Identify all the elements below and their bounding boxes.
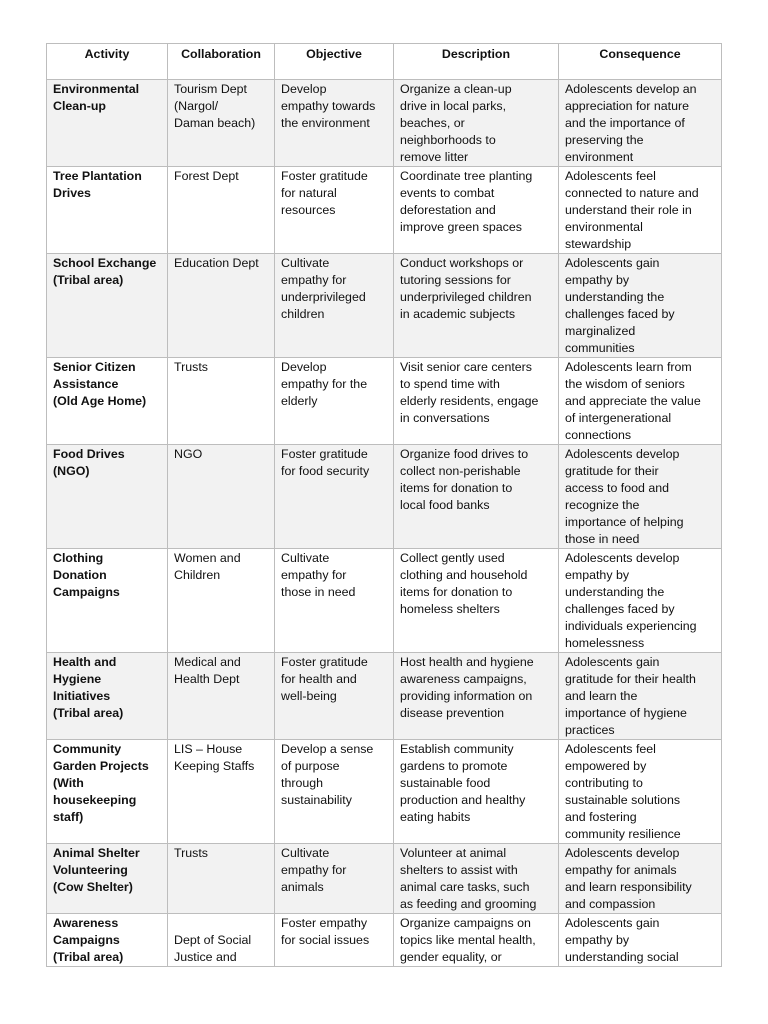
description-line: gardens to promote (400, 759, 508, 773)
collaboration-line: LIS – House (174, 742, 243, 756)
description-line: Collect gently used (400, 551, 505, 565)
objective-cell (275, 740, 394, 844)
table-row (47, 914, 722, 967)
consequence-line: practices (565, 723, 615, 737)
description-line: providing information on (400, 689, 533, 703)
objective-line: for food security (281, 464, 370, 478)
objective-line: empathy for the (281, 377, 368, 391)
consequence-cell (559, 167, 722, 254)
description-line: Volunteer at animal (400, 846, 507, 860)
consequence-line: Adolescents gain (565, 916, 660, 930)
objective-line: sustainability (281, 793, 352, 807)
header-row (47, 44, 722, 80)
consequence-line: stewardship (565, 237, 632, 251)
header-description: Description (394, 44, 559, 80)
description-line: production and healthy (400, 793, 526, 807)
consequence-line: understand their role in (565, 203, 692, 217)
objective-line: the environment (281, 116, 370, 130)
header-consequence: Consequence (559, 44, 722, 80)
activity-line: (Cow Shelter) (53, 880, 133, 894)
description-line: sustainable food (400, 776, 491, 790)
description-line: clothing and household (400, 568, 528, 582)
objective-line: through (281, 776, 324, 790)
objective-line: underprivileged (281, 290, 366, 304)
consequence-line: challenges faced by (565, 602, 675, 616)
activity-cell (47, 254, 168, 358)
description-cell (394, 914, 559, 967)
header-activity: Activity (47, 44, 168, 80)
consequence-line: importance of hygiene (565, 706, 687, 720)
activity-line: Campaigns (53, 585, 120, 599)
description-line: shelters to assist with (400, 863, 518, 877)
objective-line: Foster gratitude (281, 655, 368, 669)
objective-cell (275, 358, 394, 445)
description-cell (394, 167, 559, 254)
collaboration-cell (168, 549, 275, 653)
consequence-line: Adolescents feel (565, 742, 656, 756)
consequence-line: and learn the (565, 689, 638, 703)
table-row (47, 740, 722, 844)
collaboration-cell (168, 653, 275, 740)
activity-cell (47, 358, 168, 445)
consequence-line: Adolescents develop (565, 551, 680, 565)
activity-line: Animal Shelter (53, 846, 140, 860)
description-cell (394, 358, 559, 445)
consequence-cell (559, 740, 722, 844)
objective-cell (275, 254, 394, 358)
description-line: beaches, or (400, 116, 465, 130)
description-cell (394, 80, 559, 167)
consequence-line: the wisdom of seniors (565, 377, 685, 391)
activity-cell (47, 445, 168, 549)
objective-line: Develop (281, 360, 327, 374)
activity-line: (Tribal area) (53, 273, 124, 287)
description-line: animal care tasks, such (400, 880, 530, 894)
collaboration-cell (168, 844, 275, 914)
objective-line: for social issues (281, 933, 370, 947)
consequence-line: Adolescents learn from (565, 360, 692, 374)
activity-cell (47, 844, 168, 914)
consequence-line: empathy by (565, 568, 630, 582)
objective-line: for natural (281, 186, 337, 200)
objective-line: empathy towards (281, 99, 376, 113)
consequence-line: empathy by (565, 273, 630, 287)
collaboration-line: Justice and (174, 950, 237, 964)
objective-line: Develop (281, 82, 327, 96)
activities-table (46, 43, 722, 967)
consequence-line: empathy for animals (565, 863, 677, 877)
objective-cell (275, 445, 394, 549)
objective-line: Cultivate (281, 256, 330, 270)
objective-cell (275, 80, 394, 167)
description-line: neighborhoods to (400, 133, 496, 147)
description-line: Conduct workshops or (400, 256, 524, 270)
consequence-line: Adolescents gain (565, 655, 660, 669)
objective-cell (275, 914, 394, 967)
description-line: to spend time with (400, 377, 500, 391)
objective-line: empathy for (281, 863, 347, 877)
activity-line: School Exchange (53, 256, 157, 270)
description-line: homeless shelters (400, 602, 500, 616)
description-line: as feeding and grooming (400, 897, 537, 911)
header-objective: Objective (275, 44, 394, 80)
consequence-line: understanding the (565, 585, 665, 599)
activity-cell (47, 740, 168, 844)
description-line: Organize a clean-up (400, 82, 512, 96)
description-line: disease prevention (400, 706, 505, 720)
collaboration-line (174, 915, 268, 932)
consequence-line: empathy by (565, 933, 630, 947)
objective-line: those in need (281, 585, 356, 599)
consequence-cell (559, 445, 722, 549)
description-line: collect non-perishable (400, 464, 521, 478)
description-line: Coordinate tree planting (400, 169, 533, 183)
activity-cell (47, 653, 168, 740)
activity-line: Health and (53, 655, 117, 669)
activity-line: Clean-up (53, 99, 107, 113)
description-cell (394, 549, 559, 653)
activity-line: Assistance (53, 377, 119, 391)
objective-line: empathy for (281, 568, 347, 582)
activity-line: housekeeping (53, 793, 137, 807)
description-cell (394, 445, 559, 549)
description-line: awareness campaigns, (400, 672, 527, 686)
activity-line: Initiatives (53, 689, 111, 703)
objective-line: of purpose (281, 759, 340, 773)
description-line: in academic subjects (400, 307, 516, 321)
consequence-line: and appreciate the value (565, 394, 701, 408)
description-line: topics like mental health, (400, 933, 536, 947)
collaboration-line: (Nargol/ (174, 99, 219, 113)
activity-line: (Old Age Home) (53, 394, 147, 408)
consequence-line: understanding the (565, 290, 665, 304)
table-row (47, 254, 722, 358)
objective-line: Cultivate (281, 846, 330, 860)
collaboration-line: Daman beach) (174, 116, 256, 130)
activity-line: (Tribal area) (53, 950, 124, 964)
consequence-line: gratitude for their health (565, 672, 696, 686)
activity-line: Drives (53, 186, 91, 200)
collaboration-line: Tourism Dept (174, 82, 247, 96)
collaboration-cell (168, 254, 275, 358)
table-row (47, 358, 722, 445)
consequence-line: marginalized (565, 324, 636, 338)
consequence-line: contributing to (565, 776, 643, 790)
consequence-line: Adolescents develop (565, 447, 680, 461)
description-cell (394, 740, 559, 844)
description-line: eating habits (400, 810, 471, 824)
consequence-line: importance of helping (565, 515, 684, 529)
consequence-line: environmental (565, 220, 643, 234)
consequence-line: and the importance of (565, 116, 685, 130)
description-line: gender equality, or (400, 950, 502, 964)
description-line: local food banks (400, 498, 490, 512)
activity-line: Environmental (53, 82, 140, 96)
consequence-cell (559, 254, 722, 358)
description-line: items for donation to (400, 481, 513, 495)
activity-line: Hygiene (53, 672, 102, 686)
table-row (47, 844, 722, 914)
objective-cell (275, 167, 394, 254)
collaboration-line: Dept of Social (174, 933, 252, 947)
objective-line: empathy for (281, 273, 347, 287)
activity-cell (47, 167, 168, 254)
consequence-line: Adolescents develop an (565, 82, 697, 96)
consequence-cell (559, 914, 722, 967)
collaboration-line: Medical and (174, 655, 241, 669)
description-cell (394, 254, 559, 358)
description-line: Establish community (400, 742, 514, 756)
header-collaboration: Collaboration (168, 44, 275, 80)
consequence-line: gratitude for their (565, 464, 659, 478)
objective-cell (275, 549, 394, 653)
consequence-line: sustainable solutions (565, 793, 681, 807)
collaboration-line: Trusts (174, 846, 208, 860)
description-line: improve green spaces (400, 220, 522, 234)
description-line: events to combat (400, 186, 495, 200)
table-row (47, 167, 722, 254)
activity-line: Senior Citizen (53, 360, 136, 374)
objective-line: Cultivate (281, 551, 330, 565)
description-line: Organize campaigns on (400, 916, 531, 930)
collaboration-cell (168, 740, 275, 844)
consequence-line: challenges faced by (565, 307, 675, 321)
consequence-line: those in need (565, 532, 640, 546)
description-line: elderly residents, engage (400, 394, 539, 408)
activity-line: Clothing (53, 551, 104, 565)
activity-line: Food Drives (53, 447, 125, 461)
description-line: Visit senior care centers (400, 360, 532, 374)
collaboration-line: Keeping Staffs (174, 759, 255, 773)
activity-line: Community (53, 742, 122, 756)
objective-line: well-being (281, 689, 337, 703)
objective-line: Foster gratitude (281, 169, 368, 183)
consequence-line: communities (565, 341, 635, 355)
consequence-line: and learn responsibility (565, 880, 692, 894)
description-line: Host health and hygiene (400, 655, 534, 669)
collaboration-cell (168, 914, 275, 967)
collaboration-cell (168, 358, 275, 445)
description-line: drive in local parks, (400, 99, 507, 113)
description-line: Organize food drives to (400, 447, 529, 461)
activity-line: Campaigns (53, 933, 120, 947)
activity-line: Tree Plantation (53, 169, 142, 183)
table-row (47, 80, 722, 167)
description-line: underprivileged children (400, 290, 532, 304)
consequence-line: Adolescents gain (565, 256, 660, 270)
table-row (47, 549, 722, 653)
consequence-line: individuals experiencing (565, 619, 697, 633)
consequence-line: preserving the (565, 133, 644, 147)
collaboration-line: Children (174, 568, 221, 582)
consequence-line: community resilience (565, 827, 681, 841)
objective-line: animals (281, 880, 324, 894)
objective-line: Foster empathy (281, 916, 368, 930)
activity-line: Awareness (53, 916, 119, 930)
consequence-line: homelessness (565, 636, 645, 650)
collaboration-cell (168, 80, 275, 167)
objective-line: resources (281, 203, 336, 217)
description-line: items for donation to (400, 585, 513, 599)
description-line: deforestation and (400, 203, 496, 217)
consequence-cell (559, 844, 722, 914)
consequence-line: empowered by (565, 759, 647, 773)
consequence-line: and fostering (565, 810, 637, 824)
collaboration-line: Education Dept (174, 256, 259, 270)
activity-line: (Tribal area) (53, 706, 124, 720)
objective-line: elderly (281, 394, 318, 408)
consequence-cell (559, 653, 722, 740)
description-cell (394, 844, 559, 914)
collaboration-line: Forest Dept (174, 169, 239, 183)
table-body (47, 80, 722, 967)
collaboration-line: Health Dept (174, 672, 240, 686)
activity-cell (47, 80, 168, 167)
activity-line: staff) (53, 810, 84, 824)
collaboration-line: NGO (174, 447, 203, 461)
activity-line: (With (53, 776, 84, 790)
consequence-cell (559, 549, 722, 653)
objective-line: Foster gratitude (281, 447, 368, 461)
consequence-line: and compassion (565, 897, 656, 911)
collaboration-cell (168, 445, 275, 549)
collaboration-line: Women and (174, 551, 241, 565)
activity-line: Donation (53, 568, 107, 582)
activity-line: (NGO) (53, 464, 90, 478)
consequence-line: of intergenerational (565, 411, 672, 425)
consequence-line: recognize the (565, 498, 640, 512)
consequence-line: appreciation for nature (565, 99, 689, 113)
collaboration-line: Trusts (174, 360, 208, 374)
table-row (47, 653, 722, 740)
objective-line: for health and (281, 672, 357, 686)
consequence-line: environment (565, 150, 634, 164)
description-line: remove litter (400, 150, 469, 164)
consequence-line: access to food and (565, 481, 670, 495)
consequence-line: connected to nature and (565, 186, 699, 200)
activity-line: Garden Projects (53, 759, 149, 773)
table-row (47, 445, 722, 549)
description-cell (394, 653, 559, 740)
consequence-line: Adolescents develop (565, 846, 680, 860)
objective-cell (275, 844, 394, 914)
description-line: in conversations (400, 411, 490, 425)
collaboration-cell (168, 167, 275, 254)
activity-line: Volunteering (53, 863, 128, 877)
consequence-line: understanding social (565, 950, 679, 964)
consequence-line: Adolescents feel (565, 169, 656, 183)
consequence-line: connections (565, 428, 632, 442)
objective-line: Develop a sense (281, 742, 374, 756)
description-line: tutoring sessions for (400, 273, 511, 287)
consequence-cell (559, 358, 722, 445)
activity-cell (47, 914, 168, 967)
objective-cell (275, 653, 394, 740)
consequence-cell (559, 80, 722, 167)
activity-cell (47, 549, 168, 653)
objective-line: children (281, 307, 325, 321)
